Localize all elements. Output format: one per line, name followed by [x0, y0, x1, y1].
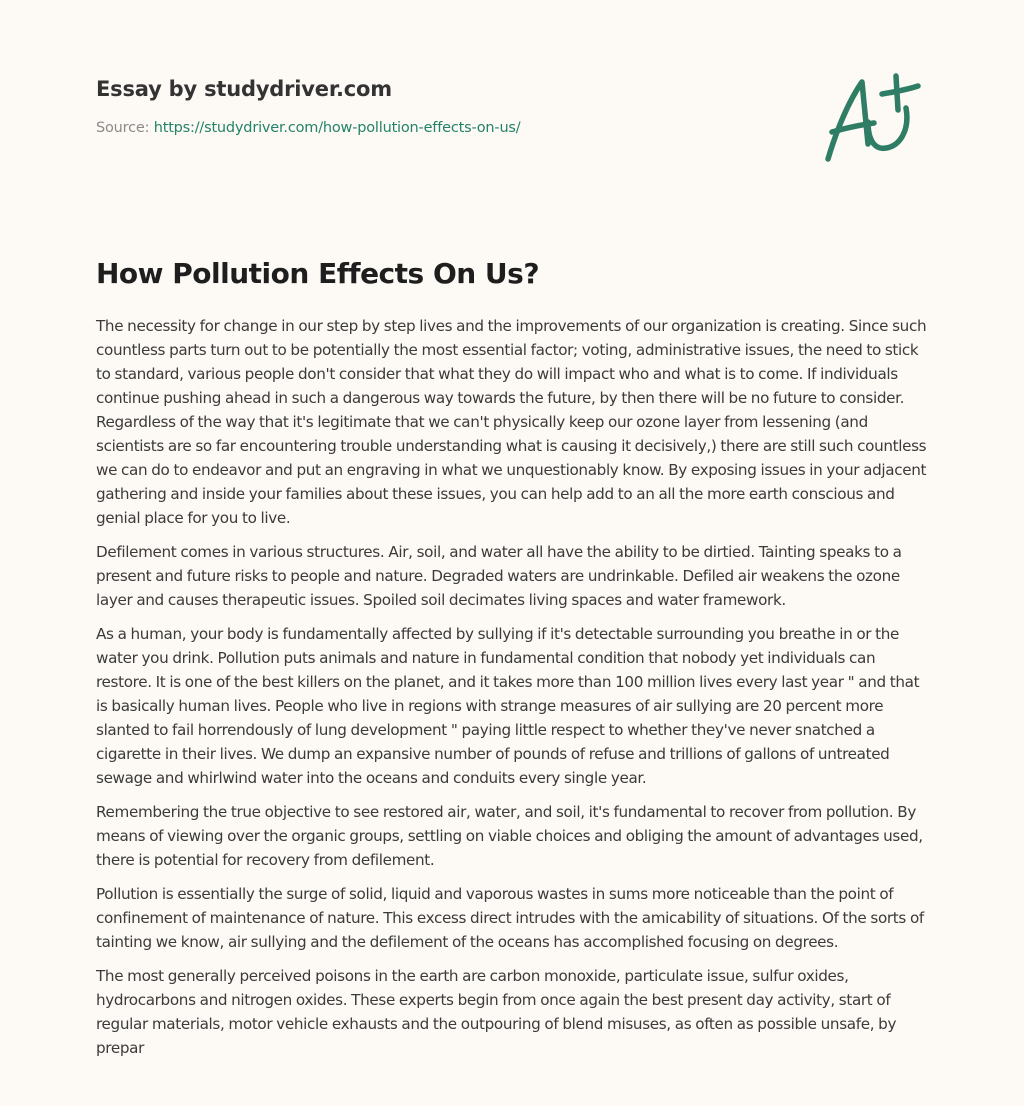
source-label: Source: — [96, 120, 150, 136]
essay-paragraph: Pollution is essentially the surge of solid, liquid and vaporous wastes in sums more noticeable than the point of confinement of maintenance of nature. This excess direct intrudes with the amicability of situations. Of the sorts of tainting we know, air sullying and the defilement of the oceans has accomplished focusing on degrees. — [96, 885, 924, 951]
page-header — [96, 74, 796, 138]
essay-body — [96, 314, 932, 1070]
a-plus-grade-icon — [818, 62, 938, 172]
essay-paragraph: Remembering the true objective to see restored air, water, and soil, it's fundamental to recover from pollution. By means of viewing over the organic groups, settling on viable choices and obliging the amount of advantages used, there is potential for recovery from defilement. — [96, 803, 923, 869]
essay-title: How Pollution Effects On Us? — [96, 257, 540, 290]
source-link[interactable]: https://studydriver.com/how-pollution-effects-on-us/ — [153, 120, 521, 136]
essay-paragraph: As a human, your body is fundamentally affected by sullying if it's detectable surrounding you breathe in or the water you drink. Pollution puts animals and nature in fundamental condition that nobody yet individuals can restore. It is one of the best killers on the planet, and it takes more than 100 million lives every last year " and that is basically human lives. People who live in regions with strange measures of air sullying are 20 percent more slanted to fail horrendously of lung development " paying little respect to whether they've never snatched a cigarette in their lives. We dump an expansive number of pounds of refuse and trillions of gallons of untreated sewage and whirlwind water into the oceans and conduits every single year. — [96, 625, 920, 787]
site-title: Essay by studydriver.com — [96, 77, 392, 101]
essay-paragraph: The most generally perceived poisons in the earth are carbon monoxide, particulate issue, sulfur oxides, hydrocarbons and nitrogen oxides. These experts begin from once again the best present day activity, start of regular materials, motor vehicle exhausts and the outpouring of blend misuses, as often as possible unsafe, by prepar — [96, 967, 897, 1057]
essay-paragraph: Defilement comes in various structures. Air, soil, and water all have the ability to be dirtied. Tainting speaks to a present and future risks to people and nature. Degraded waters are undrinkable. Defiled air weakens the ozone layer and causes therapeutic issues. Spoiled soil decimates living spaces and water framework. — [96, 543, 902, 609]
source-line — [96, 118, 796, 138]
essay-paragraph: The necessity for change in our step by step lives and the improvements of our organization is creating. Since such countless parts turn out to be potentially the most essential factor; voting, administrative issues, the need to stick to standard, various people don't consider that what they do will impact who and what is to come. If individuals continue pushing ahead in such a dangerous way towards the future, by then there will be no future to consider. Regardless of the way that it's legitimate that we can't physically keep our ozone layer from lessening (and scientists are so far encountering trouble understanding what is causing it decisively,) there are still such countless we can do to endeavor and put an engraving in what we unquestionably know. By exposing issues in your adjacent gathering and inside your families about these issues, you can help add to an all the more earth conscious and genial place for you to live. — [96, 317, 927, 527]
